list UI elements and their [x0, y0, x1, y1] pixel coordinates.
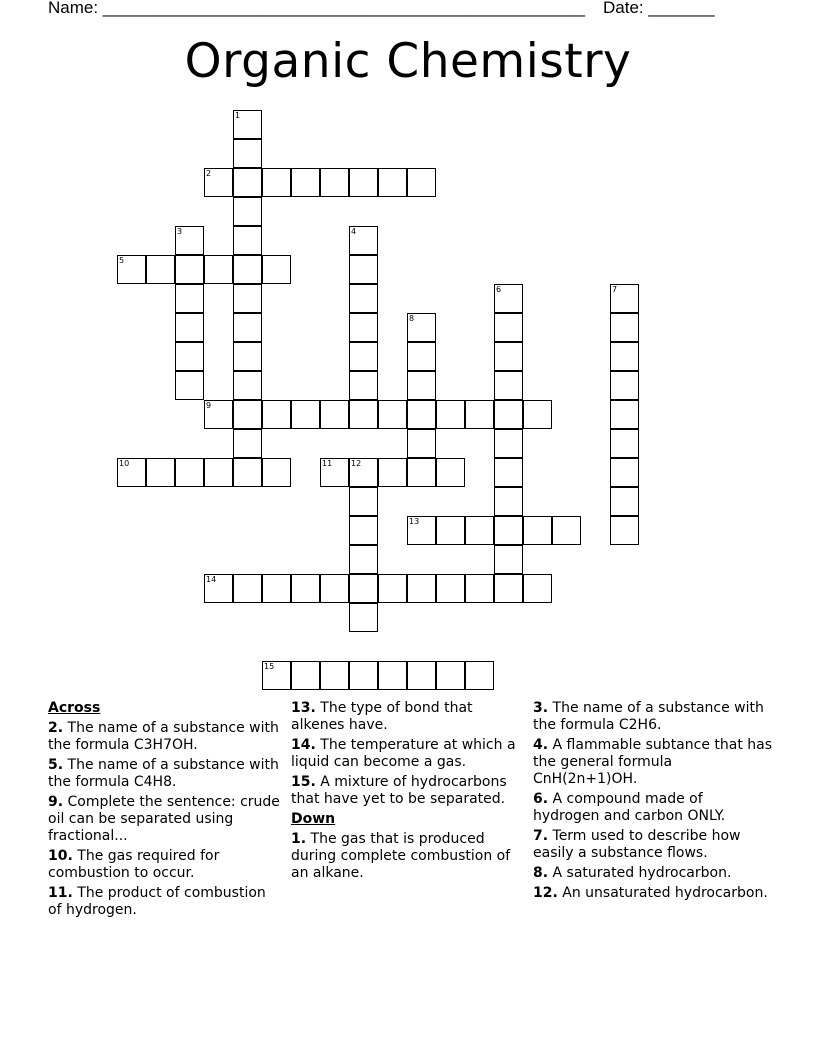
grid-cell[interactable] — [233, 255, 262, 284]
grid-cell[interactable] — [233, 400, 262, 429]
grid-cell[interactable] — [146, 255, 175, 284]
grid-cell[interactable] — [436, 516, 465, 545]
grid-cell[interactable] — [349, 516, 378, 545]
grid-cell[interactable] — [291, 168, 320, 197]
clue-number: 2. — [48, 720, 64, 736]
grid-cell[interactable] — [117, 458, 146, 487]
grid-cell[interactable] — [494, 400, 523, 429]
grid-cell[interactable] — [233, 197, 262, 226]
clue-text: An unsaturated hydrocarbon. — [562, 885, 768, 901]
grid-cell[interactable] — [291, 574, 320, 603]
clue-number: 5. — [48, 757, 64, 773]
clue-item — [48, 848, 283, 882]
grid-cell[interactable] — [494, 487, 523, 516]
grid-cell[interactable] — [320, 458, 349, 487]
clue-item — [48, 757, 283, 791]
grid-cell[interactable] — [407, 574, 436, 603]
grid-cell[interactable] — [610, 516, 639, 545]
grid-cell[interactable] — [233, 458, 262, 487]
grid-cell[interactable] — [262, 255, 291, 284]
grid-cell[interactable] — [494, 371, 523, 400]
clue-text: The type of bond that alkenes have. — [291, 700, 473, 733]
grid-cell[interactable] — [291, 661, 320, 690]
grid-cell[interactable] — [349, 603, 378, 632]
clue-number: 9. — [48, 794, 64, 810]
name-field-label: Name: ___________________________________________________ — [48, 0, 585, 17]
grid-cell[interactable] — [378, 168, 407, 197]
clue-number: 8. — [533, 865, 549, 881]
clue-number: 7. — [533, 828, 549, 844]
grid-cell[interactable] — [233, 226, 262, 255]
clue-number: 10. — [48, 848, 73, 864]
grid-cell[interactable] — [523, 516, 552, 545]
clue-text: The name of a substance with the formula C4H8. — [48, 757, 279, 790]
grid-cell[interactable] — [349, 284, 378, 313]
grid-cell[interactable] — [233, 574, 262, 603]
clue-text: The name of a substance with the formula C2H6. — [533, 700, 764, 733]
grid-cell[interactable] — [523, 574, 552, 603]
grid-cell[interactable] — [349, 168, 378, 197]
cell-number: 13 — [409, 517, 420, 526]
grid-cell[interactable] — [262, 458, 291, 487]
clues-column-2 — [291, 700, 526, 885]
grid-cell[interactable] — [291, 400, 320, 429]
clue-item — [533, 791, 773, 825]
grid-cell[interactable] — [204, 400, 233, 429]
grid-cell[interactable] — [349, 313, 378, 342]
clues-column-1 — [48, 700, 283, 922]
clue-text: A flammable subtance that has the general formula CnH(2n+1)OH. — [533, 737, 773, 787]
grid-cell[interactable] — [494, 284, 523, 313]
cell-number: 15 — [264, 662, 275, 671]
clue-text: The temperature at which a liquid can become a gas. — [291, 737, 516, 770]
grid-cell[interactable] — [436, 400, 465, 429]
grid-cell[interactable] — [407, 400, 436, 429]
grid-cell[interactable] — [262, 661, 291, 690]
grid-cell[interactable] — [204, 168, 233, 197]
grid-cell[interactable] — [610, 313, 639, 342]
grid-cell[interactable] — [407, 661, 436, 690]
grid-cell[interactable] — [436, 574, 465, 603]
grid-cell[interactable] — [320, 168, 349, 197]
grid-cell[interactable] — [436, 661, 465, 690]
grid-cell[interactable] — [552, 516, 581, 545]
clue-number: 6. — [533, 791, 549, 807]
cell-number: 12 — [351, 459, 362, 468]
clue-item — [533, 828, 773, 862]
clue-text: The gas required for combustion to occur. — [48, 848, 220, 881]
clue-text: Complete the sentence: crude oil can be separated using fractional... — [48, 794, 280, 844]
grid-cell[interactable] — [204, 574, 233, 603]
clue-item — [533, 865, 773, 882]
grid-cell[interactable] — [494, 574, 523, 603]
clue-text: A compound made of hydrogen and carbon ONLY. — [533, 791, 726, 824]
cell-number: 6 — [496, 285, 502, 294]
cell-number: 7 — [612, 285, 618, 294]
grid-cell[interactable] — [146, 458, 175, 487]
grid-cell[interactable] — [407, 429, 436, 458]
clue-item — [533, 700, 773, 734]
grid-cell[interactable] — [349, 487, 378, 516]
grid-cell[interactable] — [610, 429, 639, 458]
grid-cell[interactable] — [407, 458, 436, 487]
grid-cell[interactable] — [494, 545, 523, 574]
clue-text: The product of combustion of hydrogen. — [48, 885, 266, 918]
grid-cell[interactable] — [349, 371, 378, 400]
grid-cell[interactable] — [175, 284, 204, 313]
grid-cell[interactable] — [233, 168, 262, 197]
cell-number: 11 — [322, 459, 333, 468]
date-field-label: Date: _______ — [602, 0, 715, 17]
grid-cell[interactable] — [349, 661, 378, 690]
grid-cell[interactable] — [523, 400, 552, 429]
clue-text: The gas that is produced during complete combustion of an alkane. — [291, 831, 511, 881]
cell-number: 9 — [206, 401, 212, 410]
grid-cell[interactable] — [175, 371, 204, 400]
clue-item — [48, 720, 283, 754]
across-heading: Across — [48, 700, 101, 716]
clue-item — [533, 885, 773, 902]
clue-item — [48, 794, 283, 845]
grid-cell[interactable] — [378, 574, 407, 603]
clue-number: 11. — [48, 885, 73, 901]
grid-cell[interactable] — [175, 458, 204, 487]
grid-cell[interactable] — [262, 400, 291, 429]
clue-number: 12. — [533, 885, 558, 901]
clue-item — [291, 737, 526, 771]
clue-text: Term used to describe how easily a substance flows. — [533, 828, 741, 861]
grid-cell[interactable] — [233, 139, 262, 168]
clue-number: 15. — [291, 774, 316, 790]
grid-cell[interactable] — [349, 458, 378, 487]
clue-number: 3. — [533, 700, 549, 716]
clue-text: A mixture of hydrocarbons that have yet to be separated. — [291, 774, 507, 807]
clue-item — [48, 885, 283, 919]
clue-item — [291, 774, 526, 808]
grid-cell[interactable] — [262, 168, 291, 197]
clue-text: The name of a substance with the formula C3H7OH. — [48, 720, 279, 753]
clue-item — [291, 831, 526, 882]
grid-cell[interactable] — [407, 168, 436, 197]
grid-cell[interactable] — [349, 342, 378, 371]
clue-number: 4. — [533, 737, 549, 753]
grid-cell[interactable] — [610, 342, 639, 371]
grid-cell[interactable] — [262, 574, 291, 603]
grid-cell[interactable] — [175, 342, 204, 371]
clue-item — [291, 700, 526, 734]
clue-number: 14. — [291, 737, 316, 753]
cell-number: 10 — [119, 459, 130, 468]
cell-number: 1 — [235, 111, 241, 120]
page-title: Organic Chemistry — [184, 34, 632, 89]
grid-cell[interactable] — [610, 284, 639, 313]
cell-number: 2 — [206, 169, 212, 178]
cell-number: 14 — [206, 575, 217, 584]
cell-number: 5 — [119, 256, 125, 265]
grid-cell[interactable] — [610, 458, 639, 487]
grid-cell[interactable] — [233, 371, 262, 400]
grid-cell[interactable] — [465, 516, 494, 545]
grid-cell[interactable] — [378, 661, 407, 690]
cell-number: 8 — [409, 314, 415, 323]
grid-cell[interactable] — [610, 371, 639, 400]
clue-number: 1. — [291, 831, 307, 847]
grid-cell[interactable] — [233, 110, 262, 139]
grid-cell[interactable] — [378, 400, 407, 429]
grid-cell[interactable] — [494, 458, 523, 487]
down-heading: Down — [291, 811, 336, 827]
grid-cell[interactable] — [233, 342, 262, 371]
grid-cell[interactable] — [378, 458, 407, 487]
grid-cell[interactable] — [494, 516, 523, 545]
grid-cell[interactable] — [204, 255, 233, 284]
clues-column-3 — [533, 700, 773, 905]
clue-item — [533, 737, 773, 788]
grid-cell[interactable] — [349, 226, 378, 255]
cell-number: 3 — [177, 227, 183, 236]
grid-cell[interactable] — [465, 574, 494, 603]
grid-cell[interactable] — [320, 574, 349, 603]
grid-cell[interactable] — [349, 545, 378, 574]
grid-cell[interactable] — [175, 226, 204, 255]
grid-cell[interactable] — [407, 342, 436, 371]
grid-cell[interactable] — [117, 255, 146, 284]
grid-cell[interactable] — [320, 400, 349, 429]
grid-cell[interactable] — [494, 342, 523, 371]
grid-cell[interactable] — [233, 284, 262, 313]
grid-cell[interactable] — [494, 313, 523, 342]
grid-cell[interactable] — [610, 400, 639, 429]
clue-text: A saturated hydrocarbon. — [552, 865, 732, 881]
grid-cell[interactable] — [494, 429, 523, 458]
grid-cell[interactable] — [407, 516, 436, 545]
grid-cell[interactable] — [407, 313, 436, 342]
grid-cell[interactable] — [436, 458, 465, 487]
grid-cell[interactable] — [233, 429, 262, 458]
clue-number: 13. — [291, 700, 316, 716]
grid-cell[interactable] — [349, 255, 378, 284]
grid-cell[interactable] — [204, 458, 233, 487]
grid-cell[interactable] — [320, 661, 349, 690]
grid-cell[interactable] — [233, 313, 262, 342]
grid-cell[interactable] — [349, 574, 378, 603]
cell-number: 4 — [351, 227, 357, 236]
grid-cell[interactable] — [465, 661, 494, 690]
grid-cell[interactable] — [175, 255, 204, 284]
grid-cell[interactable] — [465, 400, 494, 429]
grid-cell[interactable] — [349, 400, 378, 429]
grid-cell[interactable] — [407, 371, 436, 400]
grid-cell[interactable] — [175, 313, 204, 342]
grid-cell[interactable] — [610, 487, 639, 516]
